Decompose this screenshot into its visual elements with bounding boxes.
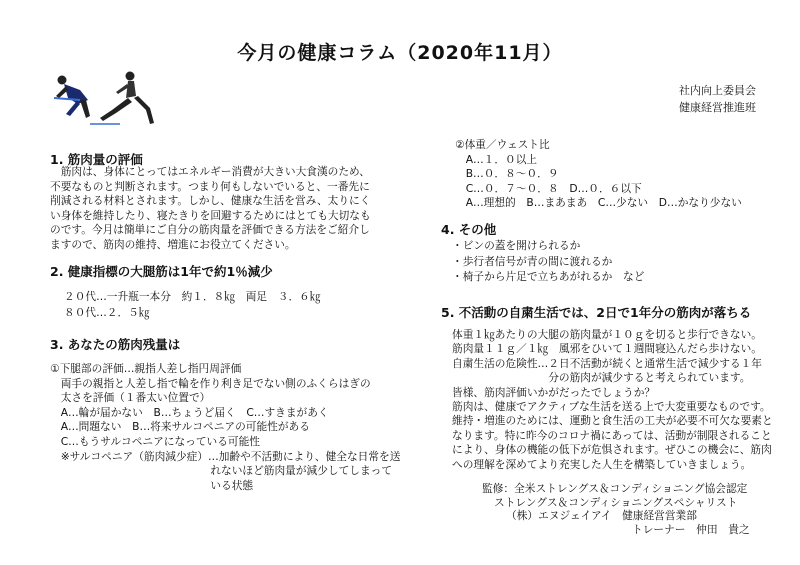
text-line: C…０．７～０．８ D…０．６以下: [455, 181, 642, 195]
text-line: 分の筋肉が減少すると考えられています。: [452, 371, 751, 385]
text-line: ②体重／ウェスト比: [455, 138, 550, 151]
text-line: のです。今月は簡単にご自分の筋肉量を評価できる方法をご紹介し: [50, 223, 370, 237]
text-line: い身体を維持したり、寝たきりを回避するためにはとても大切なも: [50, 208, 371, 222]
text-line: ※サルコペニア（筋肉減少症）…加齢や不活動により、健全な日常を送: [50, 449, 401, 463]
text-line: A…輪が届かない B…ちょうど届く C…すきまがあく: [50, 405, 329, 419]
text-line: A…問題ない B…将来サルコペニアの可能性がある: [50, 420, 310, 434]
supervision-line: 監修：全米ストレングス＆コンディショニング協会認定: [482, 482, 748, 495]
text-line: ８０代…２．５㎏: [64, 305, 150, 319]
text-line: 自粛生活の危険性…２日不活動が続くと通常生活で減少する１年: [452, 356, 762, 370]
text-line: への理解を深めてより充実した人生を構築していきましょう。: [452, 457, 752, 471]
list-item: ・椅子から片足で立ちあがれるか など: [452, 270, 645, 283]
section2-body: [64, 289, 321, 320]
section3-body: [50, 362, 400, 493]
text-line: ２０代…一升瓶一本分 約１．８㎏ 両足 ３．６㎏: [64, 290, 321, 303]
athletes-illustration: [50, 70, 160, 128]
text-line: ①下腿部の評価…親指人差し指円周評価: [50, 362, 242, 375]
supervision-line: ストレングス＆コンディショニングスペシャリスト: [494, 495, 738, 509]
page-title: 今月の健康コラム（2020年11月）: [237, 42, 563, 64]
org-committee: 社内向上委員会: [679, 84, 756, 97]
section5-heading: 5. 不活動の自粛生活では、2日で1年分の筋肉が落ちる: [441, 305, 752, 320]
text-line: ますので、筋肉の維持、増進にお役立てください。: [50, 237, 296, 251]
text-line: C…もうサルコペニアになっている可能性: [50, 434, 260, 448]
text-line: A…理想的 B…まあまあ C…少ない D…かなり少ない: [455, 196, 742, 210]
text-line: なります。特に昨今のコロナ禍にあっては、活動が制限されること: [452, 428, 772, 442]
text-line: A…１．０以上: [455, 152, 538, 166]
text-line: により、身体の機能の低下が危惧されます。ぜひこの機会に、筋肉: [452, 443, 772, 457]
text-line: いる状態: [50, 478, 254, 492]
text-line: 体重１㎏あたりの大腿の筋肉量が１０ｇを切ると歩行できない。: [452, 328, 762, 341]
text-line: 維持・増進のためには、運動と食生活の工夫が必要不可欠な要素と: [452, 414, 773, 428]
text-line: B…０．８～０．９: [455, 167, 559, 181]
text-line: 筋肉量１１ｇ／１㎏ 風邪をひいて１週間寝込んだら歩けない。: [452, 342, 762, 356]
text-line: れないほど筋肉量が減少してしまって: [50, 464, 393, 478]
section5-body: [452, 328, 773, 472]
section2-heading: 2. 健康指標の大腿筋は1年で約1％減少: [50, 264, 273, 279]
list-item: ・歩行者信号が青の間に渡れるか: [452, 254, 613, 268]
text-line: 太さを評価（１番太い位置で）: [50, 391, 211, 405]
supervision-line: （株）エヌジェイアイ 健康経営営業部: [506, 509, 697, 522]
organization-block: [679, 82, 756, 116]
text-line: 皆様、筋肉評価いかがだったでしょうか？: [452, 385, 656, 399]
org-team: 健康経営推進班: [679, 101, 756, 114]
text-line: 筋肉は、身体にとってはエネルギー消費が大きい大食漢のため、: [50, 165, 370, 178]
text-line: 筋肉は、健康でアクティブな生活を送る上で大変重要なものです。: [452, 400, 771, 414]
list-item: ・ビンの蓋を開けられるか: [452, 239, 581, 252]
text-line: 両手の親指と人差し指で輪を作り利き足でない側のふくらはぎの: [50, 376, 371, 390]
text-line: 削減される材料とされます。しかし、健康な生活を営み、太りにく: [50, 194, 371, 208]
section3-heading: 3. あなたの筋肉残量は: [50, 337, 181, 352]
section4-body: [452, 238, 644, 285]
section1-body: [50, 165, 371, 253]
supervision-trainer: トレーナー 仲田 貴之: [632, 522, 750, 536]
section4-heading: 4. その他: [441, 222, 497, 237]
section1-heading: 1. 筋肉量の評価: [50, 152, 143, 167]
supervision-block: [482, 482, 782, 536]
section3-weight-waist: [455, 138, 742, 211]
text-line: 不要なものと判断されます。つまり何もしないでいると、一番先に: [50, 179, 370, 193]
